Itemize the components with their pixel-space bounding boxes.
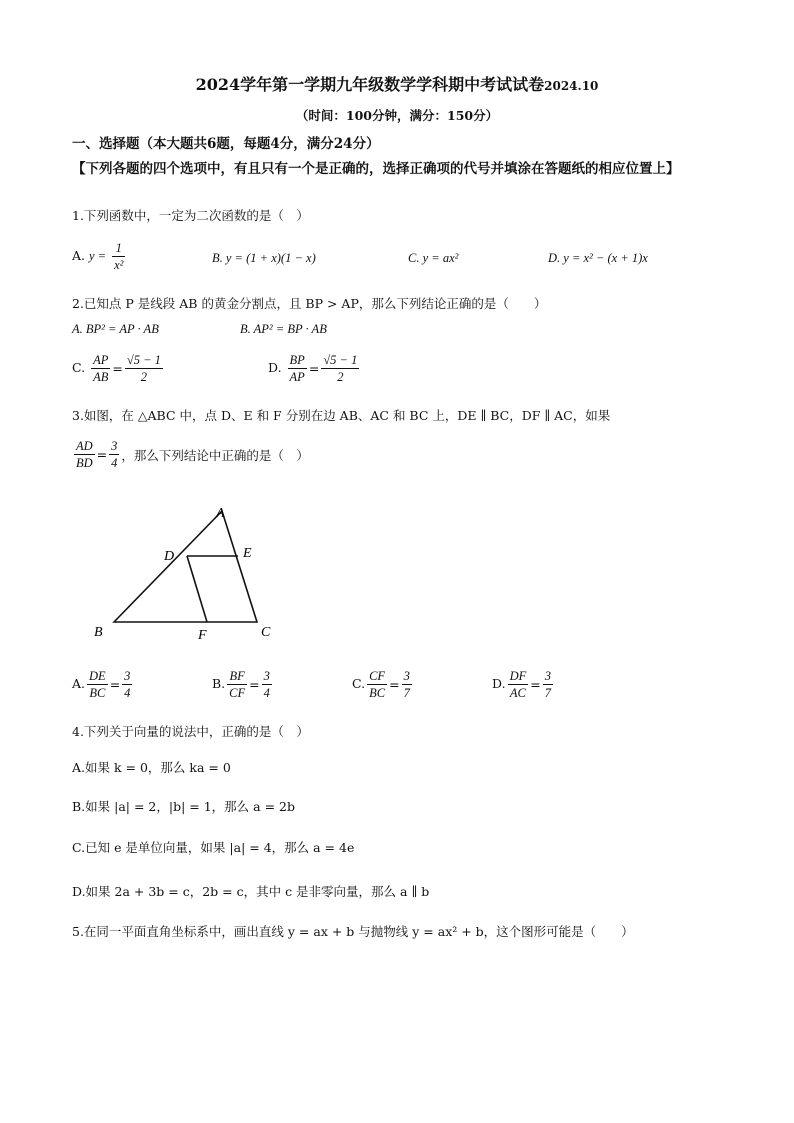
- option-label: A.: [72, 676, 86, 691]
- fraction: [367, 668, 387, 701]
- label-f: F: [198, 628, 207, 643]
- fraction: [122, 668, 132, 701]
- fraction: [321, 352, 359, 385]
- fraction-numerator: CF: [369, 669, 386, 683]
- q4-option-b: B.如果 |a| = 2，|b| = 1，那么 a = 2b: [72, 799, 295, 814]
- fraction: [543, 668, 553, 701]
- fraction-numerator: BF: [227, 668, 247, 685]
- fraction: [74, 438, 95, 471]
- fraction-denominator: 4: [263, 686, 270, 700]
- fraction-numerator: 3: [263, 669, 270, 683]
- fraction-denominator: 2: [337, 370, 344, 384]
- q1-a-fraction: [112, 240, 125, 273]
- option-label: D.: [268, 360, 282, 375]
- q2-option-a: A. BP² = AP · AB: [72, 322, 159, 336]
- fraction-numerator: 3: [544, 669, 551, 683]
- fraction-numerator: 3: [124, 669, 131, 683]
- fraction-numerator: AD: [76, 439, 93, 453]
- fraction-numerator: 3: [403, 669, 410, 683]
- fraction-numerator: 3: [111, 439, 118, 453]
- fraction: [262, 668, 272, 701]
- fraction-denominator: AP: [289, 370, 305, 384]
- fraction-denominator: 2: [140, 370, 147, 384]
- fraction-numerator: √5 − 1: [126, 353, 161, 367]
- q2-option-d: D. $\frac{BP}{AP}$ = $\frac{√5 - 1}{2}$: [268, 353, 358, 384]
- fraction-denominator: AB: [93, 370, 109, 384]
- q1-option-d: D. y = x² − (x + 1)x: [548, 251, 648, 265]
- section-heading: 一、选择题（本大题共6题，每题4分，满分24分）: [72, 136, 380, 152]
- label-c: C: [261, 625, 271, 640]
- option-label: A.: [72, 248, 86, 263]
- fraction: [91, 352, 110, 385]
- fraction-denominator: BD: [76, 456, 93, 470]
- label-b: B: [94, 625, 103, 640]
- fraction: [227, 668, 247, 701]
- q4-option-a: A.如果 k = 0，那么 ka = 0: [72, 760, 231, 775]
- fraction-denominator: BC: [89, 686, 106, 700]
- fraction-numerator: AP: [93, 353, 109, 367]
- fraction-numerator: DE: [89, 669, 106, 683]
- question-2-stem: 2.已知点 P 是线段 AB 的黄金分割点，且 BP > AP，那么下列结论正确的是（ ）: [72, 296, 547, 311]
- q2-option-b: B. AP² = BP · AB: [240, 322, 327, 336]
- fraction: [508, 668, 529, 701]
- fraction: [125, 352, 163, 385]
- label-a: A: [216, 506, 225, 521]
- option-label: D.: [492, 676, 506, 691]
- option-label: C.: [72, 360, 86, 375]
- q3-option-d: D. $\frac{DF}{AC}$ = $\frac{3}{7}$: [492, 669, 551, 700]
- triangle-figure: [80, 495, 290, 650]
- triangle-abc: [114, 511, 257, 622]
- fraction-numerator: DF: [509, 669, 527, 683]
- fraction: [87, 668, 108, 701]
- label-d: D: [164, 549, 175, 564]
- option-label: B.: [212, 676, 226, 691]
- fraction-denominator: AC: [509, 686, 526, 700]
- fraction-denominator: x²: [114, 258, 124, 272]
- q4-option-c: C.已知 e 是单位向量，如果 |a| = 4，那么 a = 4e: [72, 840, 355, 855]
- question-4-stem: 4.下列关于向量的说法中，正确的是（ ）: [72, 724, 309, 739]
- question-3-stem: 3.如图，在 △ABC 中，点 D、E 和 F 分别在边 AB、AC 和 BC 上，DE ∥ BC，DF ∥ AC，如果: [72, 408, 611, 423]
- exam-date: 2024.10: [544, 79, 599, 93]
- q1-option-c: C. y = ax²: [408, 251, 459, 265]
- q3-option-a: A. $\frac{DE}{BC}$ = $\frac{3}{4}$: [72, 669, 131, 700]
- fraction-denominator: 7: [544, 686, 551, 700]
- question-1-stem: 1.下列函数中，一定为二次函数的是（ ）: [72, 208, 309, 223]
- label-e: E: [243, 546, 252, 561]
- q4-option-d: D.如果 2a + 3b = c，2b = c，其中 c 是非零向量，那么 a ∥ b: [72, 884, 430, 899]
- exam-subtitle: （时间：100分钟，满分：150分）: [295, 108, 499, 123]
- fraction-denominator: CF: [229, 686, 246, 700]
- fraction-denominator: 4: [124, 686, 131, 700]
- section-instruction: 【下列各题的四个选项中，有且只有一个是正确的，选择正确项的代号并填涂在答题纸的相应位置上】: [72, 161, 680, 177]
- page-title: [0, 72, 794, 95]
- question-3-condition: $\frac{AD}{BD}$ = $\frac{3}{4}$ ，那么下列结论中正确的是（ ）: [76, 439, 309, 470]
- fraction: [109, 438, 119, 471]
- fraction-denominator: 4: [111, 456, 118, 470]
- q3-option-b: B. $\frac{BF}{CF}$ = $\frac{3}{4}$: [212, 669, 270, 700]
- q1-option-a: [72, 240, 127, 273]
- segment-df: [187, 556, 207, 622]
- fraction-numerator: √5 − 1: [323, 353, 358, 367]
- exam-title: 2024学年第一学期九年级数学学科期中考试试卷: [195, 75, 545, 94]
- fraction: [288, 352, 307, 385]
- fraction-denominator: BC: [369, 686, 386, 700]
- question-5-stem: 5.在同一平面直角坐标系中，画出直线 y = ax + b 与抛物线 y = ax² + b，这个图形可能是（ ）: [72, 924, 634, 939]
- q2-option-c: C. $\frac{AP}{AB}$ = $\frac{√5 - 1}{2}$: [72, 353, 161, 384]
- fraction-numerator: BP: [289, 353, 305, 367]
- q3-option-c: C. $\frac{CF}{BC}$ = $\frac{3}{7}$: [352, 669, 410, 700]
- fraction-denominator: 7: [403, 686, 410, 700]
- fraction: [402, 668, 412, 701]
- q1-option-b: B. y = (1 + x)(1 − x): [212, 251, 316, 265]
- option-label: C.: [352, 676, 366, 691]
- condition-tail: ，那么下列结论中正确的是（ ）: [121, 447, 309, 463]
- fraction-numerator: 1: [112, 240, 125, 257]
- q1-a-lhs: y =: [89, 249, 107, 263]
